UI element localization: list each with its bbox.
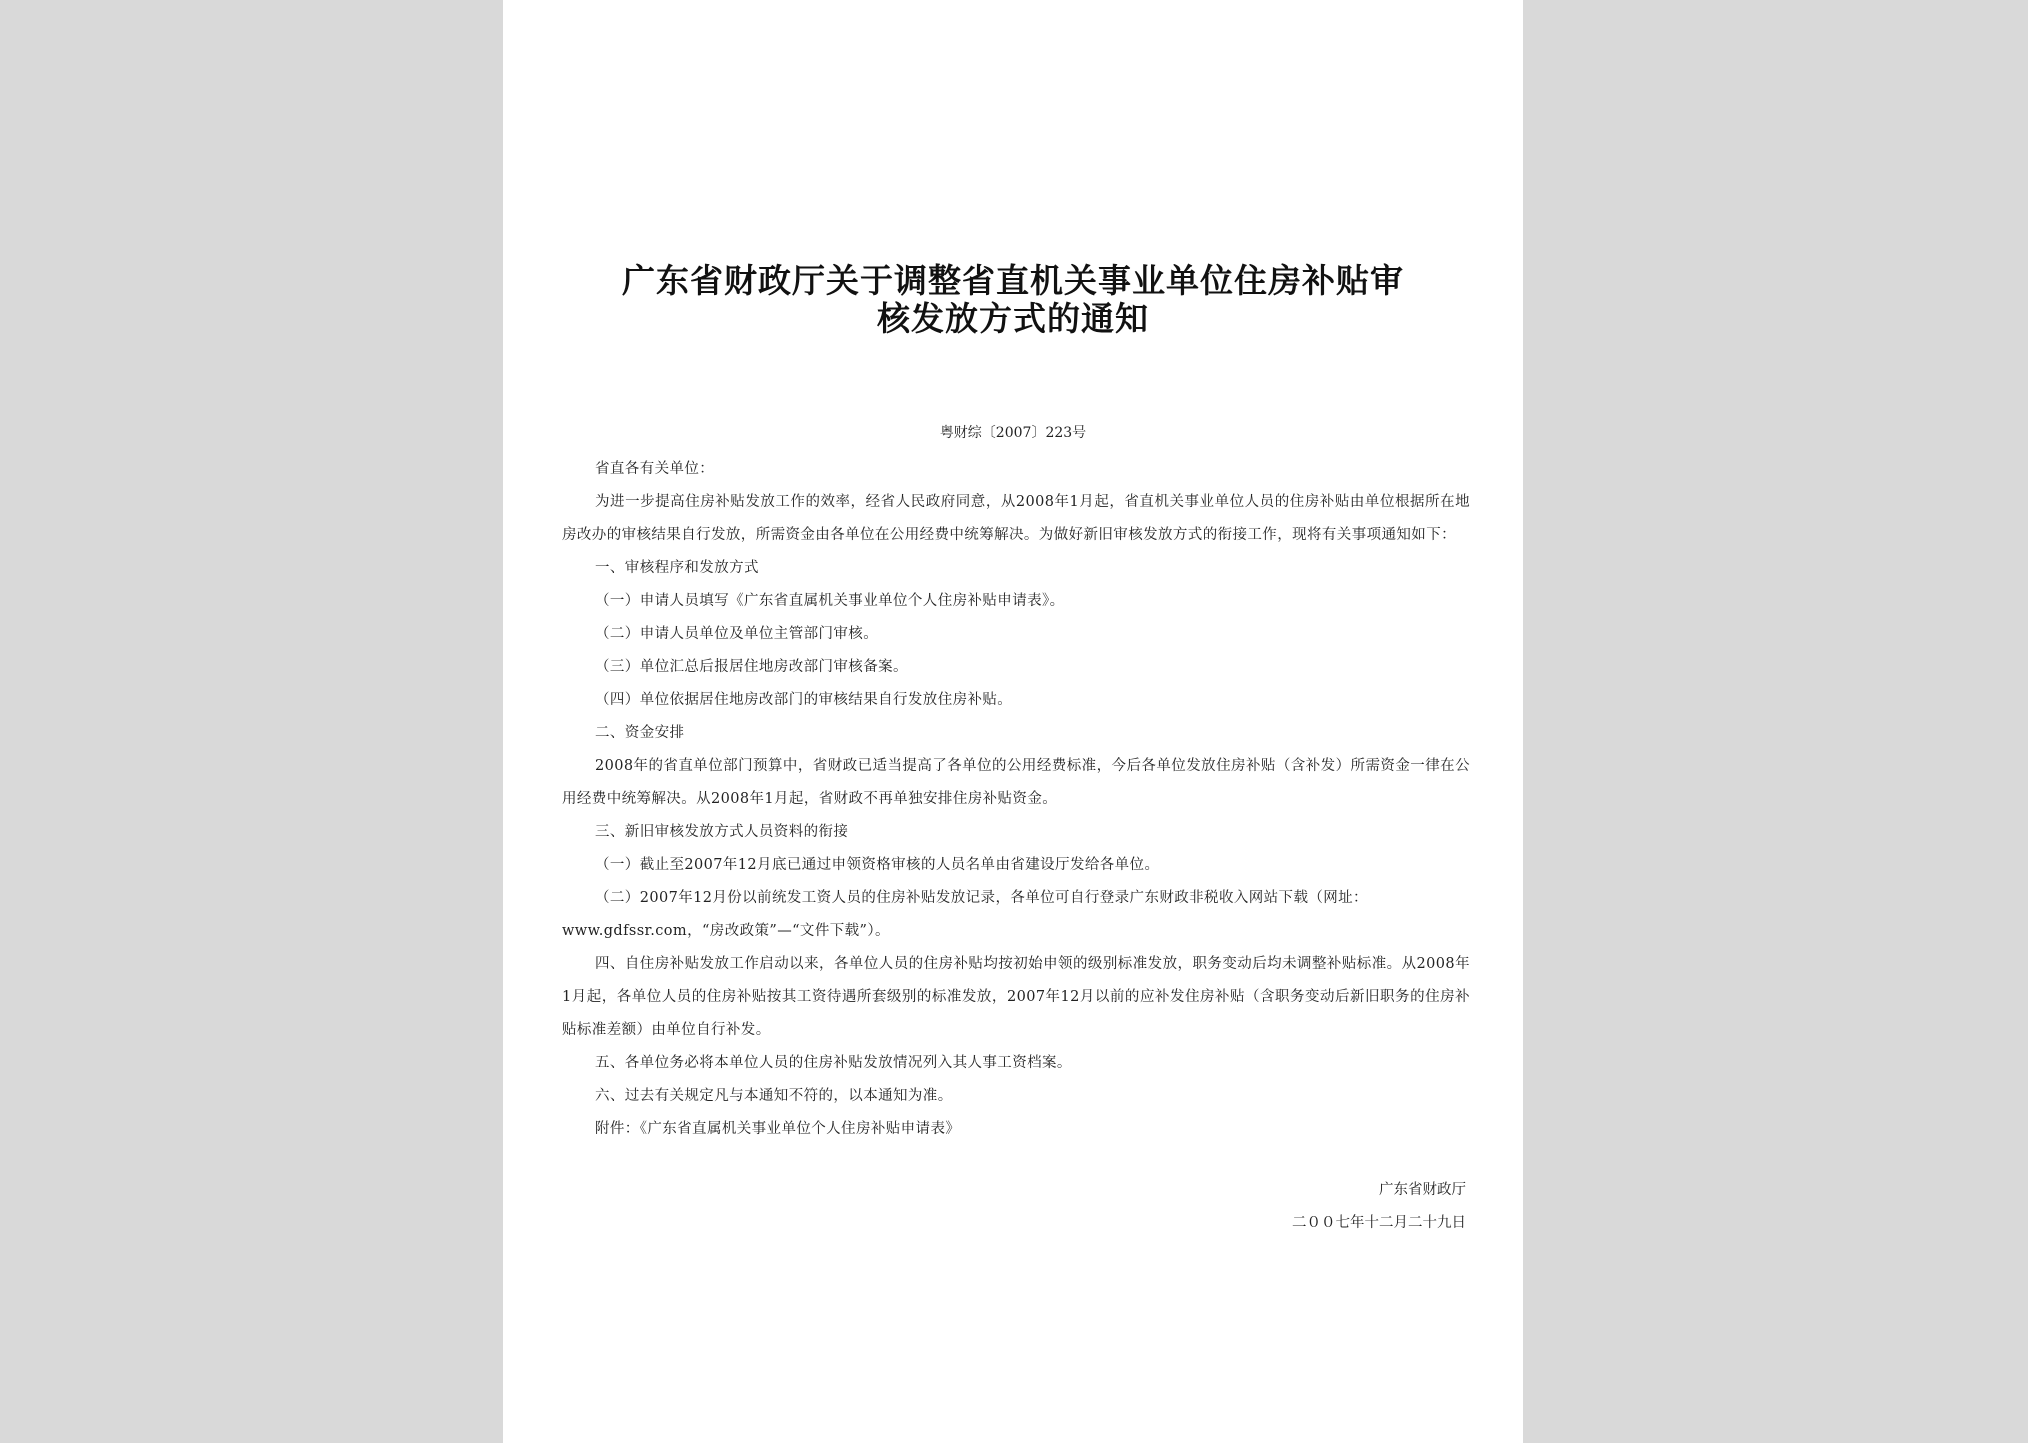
section-heading-1: 一、审核程序和发放方式 bbox=[595, 560, 759, 576]
signature-org: 广东省财政厅 bbox=[1379, 1182, 1466, 1198]
list-item: （二）申请人员单位及单位主管部门审核。 bbox=[595, 626, 879, 642]
attachment-line: 附件：《广东省直属机关事业单位个人住房补贴申请表》 bbox=[595, 1121, 961, 1137]
section-paragraph-4: 四、自住房补贴发放工作启动以来，各单位人员的住房补贴均按初始申领的级别标准发放，职务变动后均未调整补贴标准。从2008年1月起，各单位人员的住房补贴按其工资待遇所套级别的标准发放，2007年12月以前的应补发住房补贴（含职务变动后新旧职务的住房补贴标准差额）由单位自行补发。 bbox=[562, 956, 1470, 1038]
list-item: （三）单位汇总后报居住地房改部门审核备案。 bbox=[595, 659, 908, 675]
title-line-2: 核发放方式的通知 bbox=[877, 299, 1149, 338]
section-heading-2: 二、资金安排 bbox=[595, 725, 685, 741]
list-item: （一）截止至2007年12月底已通过申领资格审核的人员名单由省建设厅发给各单位。 bbox=[595, 857, 1160, 873]
document-page bbox=[503, 0, 1523, 1443]
website-line: www.gdfssr.com，“房改政策”—“文件下载”）。 bbox=[562, 923, 890, 939]
list-item: （一）申请人员填写《广东省直属机关事业单位个人住房补贴申请表》。 bbox=[595, 593, 1065, 609]
salutation: 省直各有关单位： bbox=[595, 461, 715, 477]
section-paragraph-6: 六、过去有关规定凡与本通知不符的，以本通知为准。 bbox=[595, 1088, 953, 1104]
signature-date: 二００七年十二月二十九日 bbox=[1292, 1215, 1466, 1231]
section-heading-3: 三、新旧审核发放方式人员资料的衔接 bbox=[595, 824, 849, 840]
section-paragraph-5: 五、各单位务必将本单位人员的住房补贴发放情况列入其人事工资档案。 bbox=[595, 1055, 1072, 1071]
list-item: （二）2007年12月份以前统发工资人员的住房补贴发放记录，各单位可自行登录广东财政非税收入网站下载（网址： bbox=[595, 890, 1368, 906]
document-number: 粤财综〔2007〕223号 bbox=[939, 425, 1087, 441]
signature-block bbox=[1292, 1174, 1466, 1240]
intro-paragraph: 为进一步提高住房补贴发放工作的效率，经省人民政府同意，从2008年1月起，省直机关事业单位人员的住房补贴由单位根据所在地房改办的审核结果自行发放，所需资金由各单位在公用经费中统筹解决。为做好新旧审核发放方式的衔接工作，现将有关事项通知如下： bbox=[562, 494, 1470, 543]
document-body bbox=[562, 453, 1470, 1146]
list-item: （四）单位依据居住地房改部门的审核结果自行发放住房补贴。 bbox=[595, 692, 1013, 708]
title-line-1: 广东省财政厅关于调整省直机关事业单位住房补贴审 bbox=[622, 261, 1404, 300]
funding-paragraph: 2008年的省直单位部门预算中，省财政已适当提高了各单位的公用经费标准，今后各单位发放住房补贴（含补发）所需资金一律在公用经费中统筹解决。从2008年1月起，省财政不再单独安排住房补贴资金。 bbox=[562, 758, 1470, 807]
document-title bbox=[593, 262, 1433, 338]
